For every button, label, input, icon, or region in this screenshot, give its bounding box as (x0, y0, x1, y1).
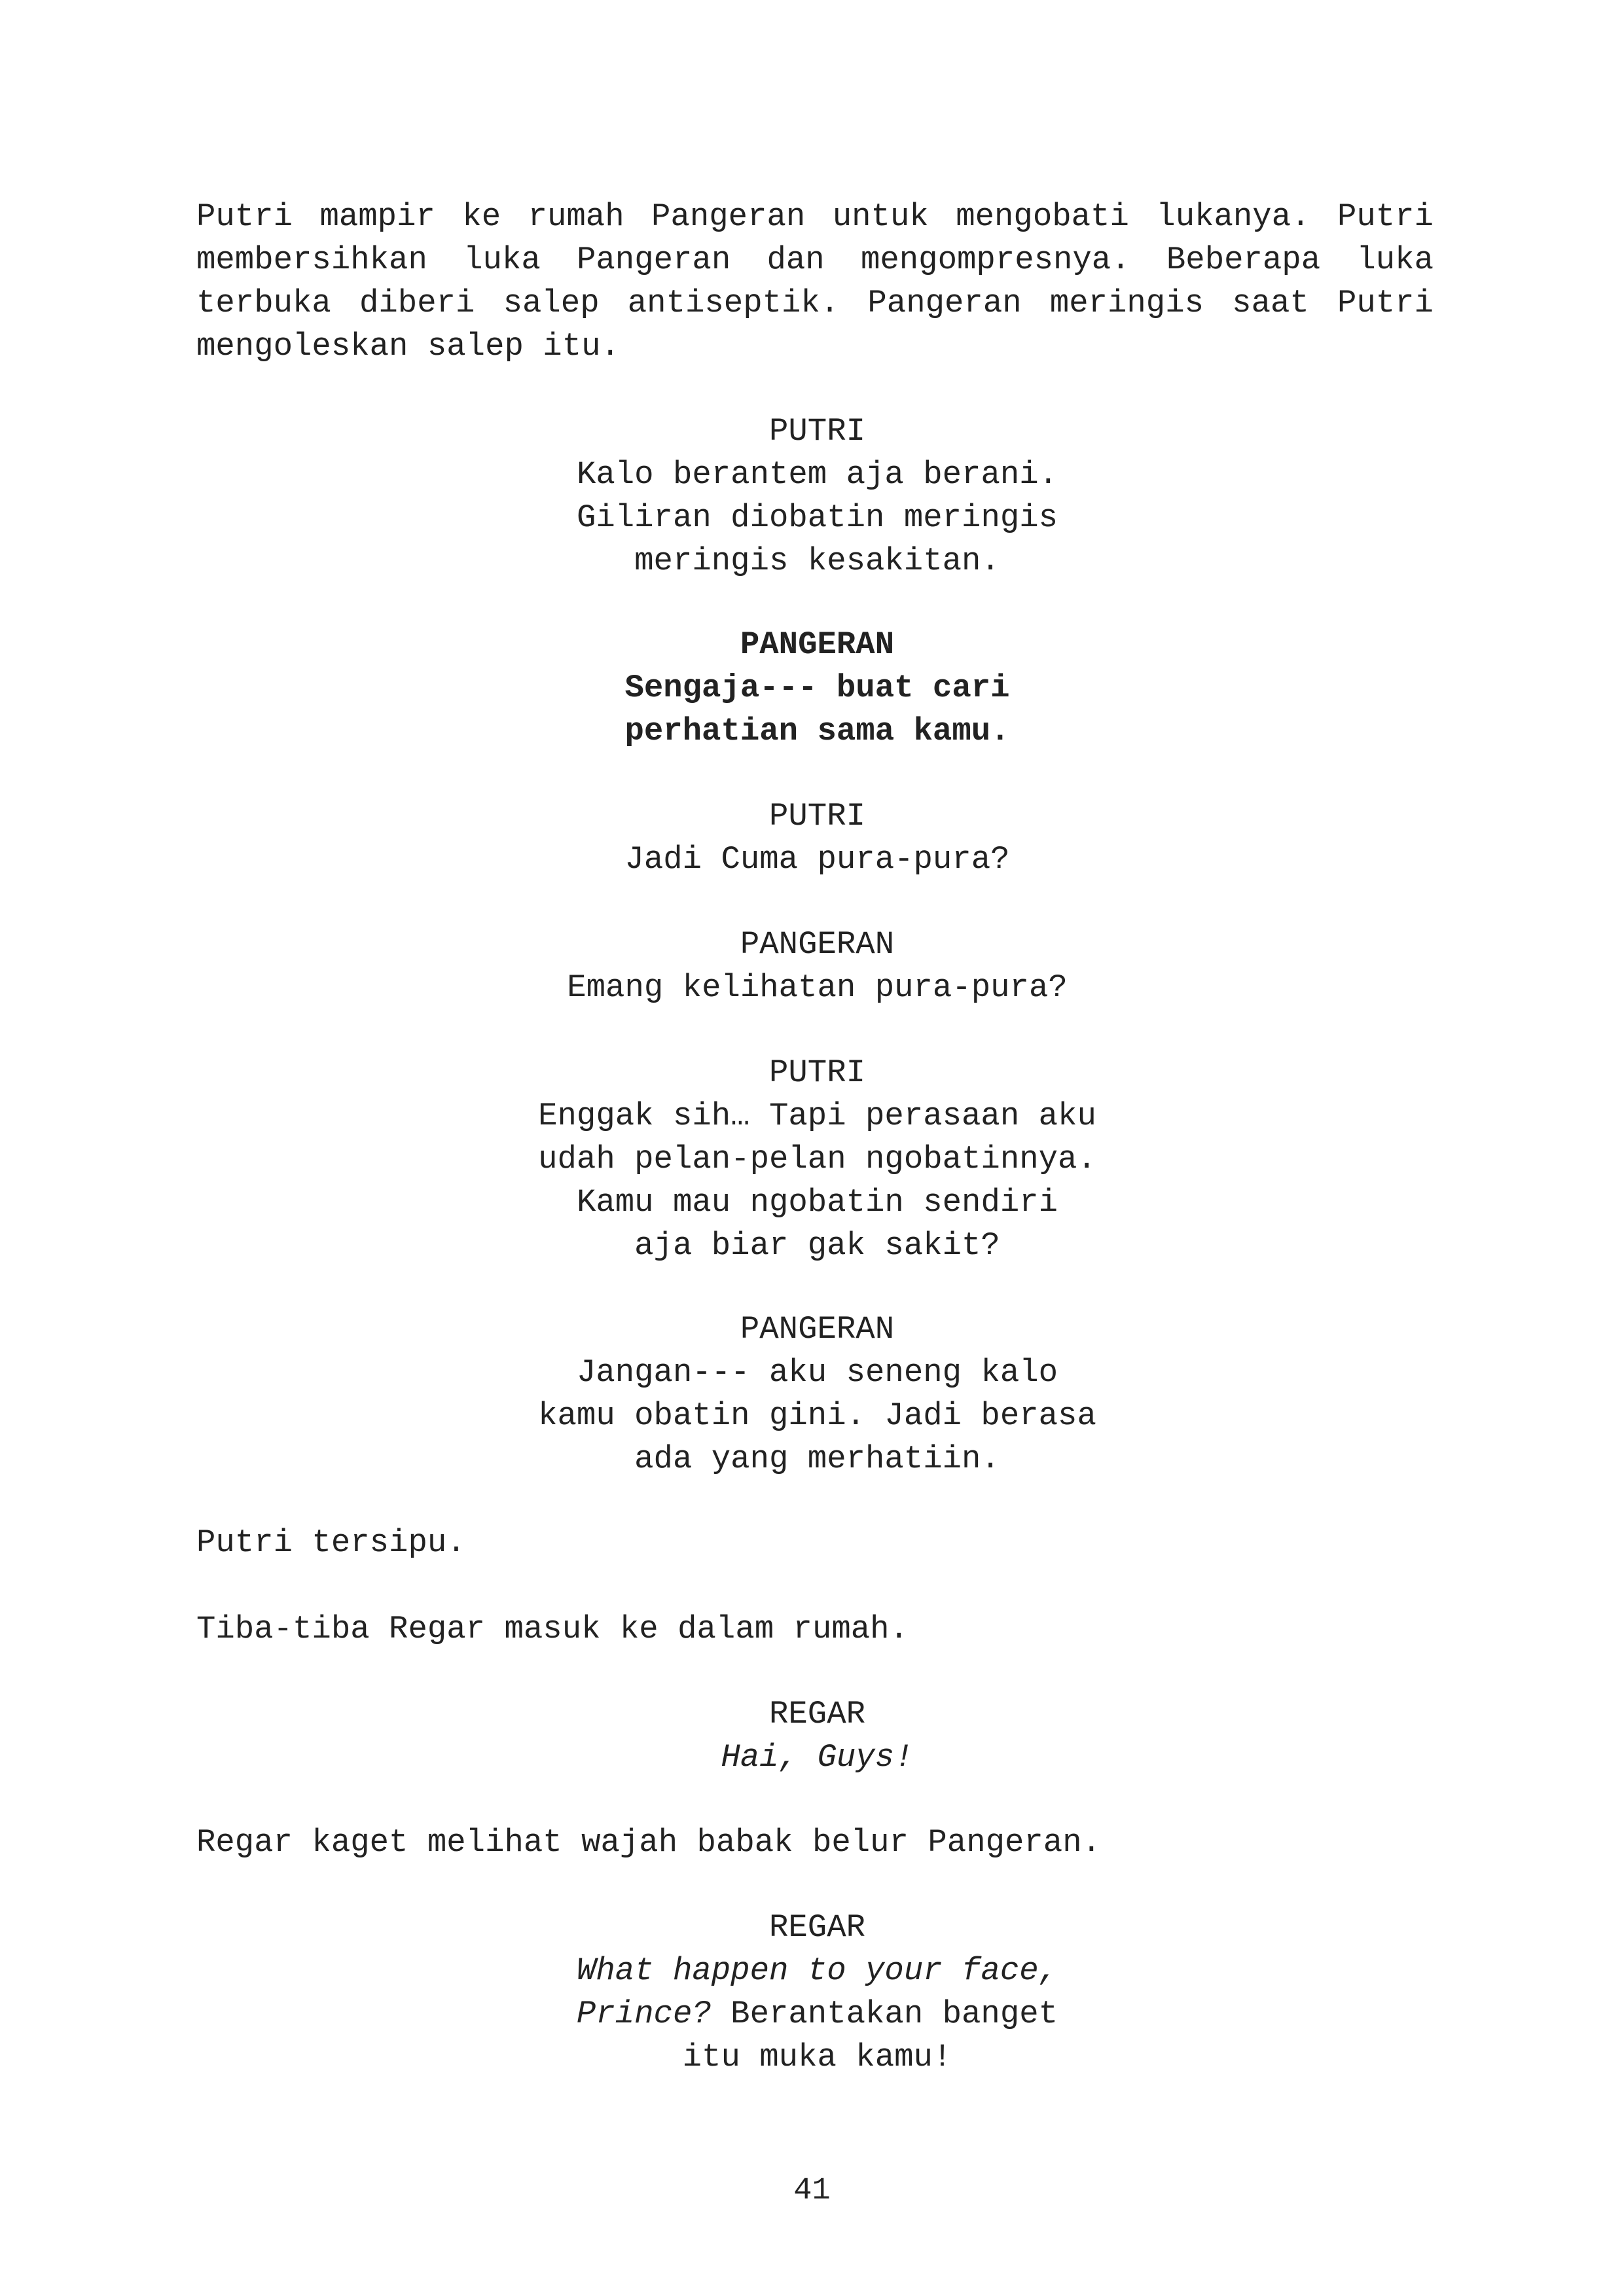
dialogue-line: Sengaja--- buat cari (624, 670, 1010, 706)
action-line-regar-kaget: Regar kaget melihat wajah babak belur Pangeran. (196, 1824, 1102, 1861)
character-name: REGAR (768, 1909, 866, 1946)
dialogue-line: Emang kelihatan pura-pura? (567, 969, 1068, 1006)
action-paragraph-opening (196, 195, 1434, 368)
dialogue-block-pangeran-2 (5, 923, 1624, 1009)
dialogue-fragment-italic: Prince? (576, 1996, 712, 2032)
dialogue-block-putri-1 (5, 410, 1624, 583)
dialogue-line: perhatian sama kamu. (624, 713, 1010, 749)
dialogue-line: Kamu mau ngobatin sendiri (576, 1184, 1058, 1221)
dialogue-line: Enggak sih… Tapi perasaan aku (538, 1098, 1096, 1134)
dialogue-block-regar-2 (5, 1906, 1624, 2079)
dialogue-block-putri-2 (5, 795, 1624, 881)
character-name: PUTRI (768, 1054, 866, 1091)
character-name: PANGERAN (740, 626, 895, 663)
action-line-putri-tersipu: Putri tersipu. (196, 1524, 466, 1561)
action-line: membersihkan luka Pangeran dan mengompresnya. Beberapa luka (196, 242, 1434, 278)
dialogue-line: itu muka kamu! (682, 2039, 952, 2075)
page-number: 41 (793, 2174, 831, 2208)
dialogue-line: Jangan--- aku seneng kalo (576, 1354, 1058, 1391)
dialogue-line-mixed (5, 1992, 1624, 2036)
dialogue-line: meringis kesakitan. (634, 543, 1000, 579)
dialogue-line: aja biar gak sakit? (634, 1227, 1000, 1264)
character-name: PUTRI (768, 798, 866, 834)
character-name: PANGERAN (740, 926, 895, 963)
character-name: PUTRI (768, 413, 866, 450)
dialogue-line: udah pelan-pelan ngobatinnya. (538, 1141, 1096, 1177)
dialogue-block-pangeran-1 (5, 623, 1624, 753)
dialogue-line: What happen to your face, (576, 1952, 1058, 1989)
dialogue-line: Jadi Cuma pura-pura? (624, 841, 1010, 878)
character-name: PANGERAN (740, 1311, 895, 1348)
dialogue-block-regar-1 (5, 1693, 1624, 1779)
dialogue-fragment: Berantakan banget (711, 1996, 1058, 2032)
dialogue-block-pangeran-3 (5, 1308, 1624, 1480)
dialogue-line: ada yang merhatiin. (634, 1441, 1000, 1477)
action-line: mengoleskan salep itu. (196, 328, 620, 365)
dialogue-block-putri-3 (5, 1051, 1624, 1267)
dialogue-line: Kalo berantem aja berani. (576, 456, 1058, 493)
character-name: REGAR (768, 1696, 866, 1732)
dialogue-line: Giliran diobatin meringis (576, 499, 1058, 536)
dialogue-line: Hai, Guys! (721, 1739, 914, 1776)
dialogue-line: kamu obatin gini. Jadi berasa (538, 1397, 1096, 1434)
action-line-regar-masuk: Tiba-tiba Regar masuk ke dalam rumah. (196, 1611, 909, 1647)
action-line: terbuka diberi salep antiseptik. Pangeran meringis saat Putri (196, 285, 1434, 321)
action-line: Putri mampir ke rumah Pangeran untuk mengobati lukanya. Putri (196, 198, 1434, 235)
